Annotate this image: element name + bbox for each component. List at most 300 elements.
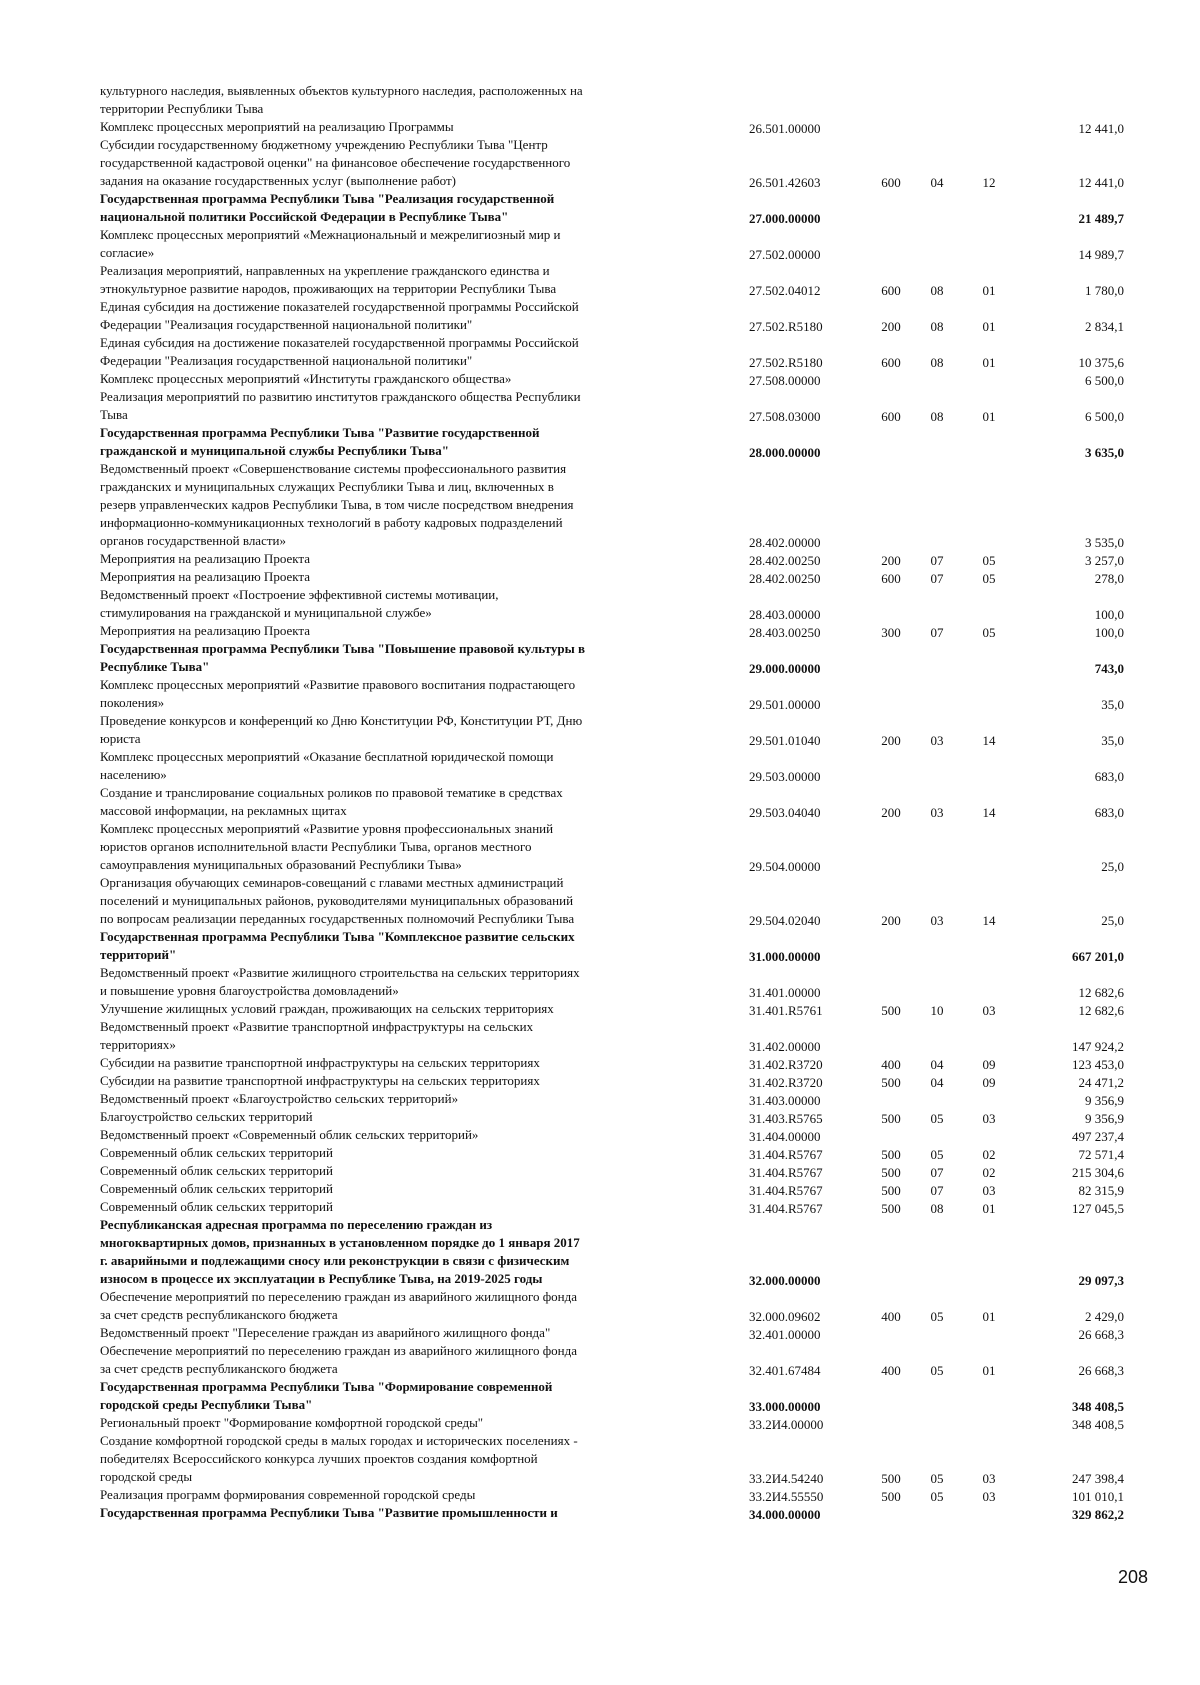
row-name-line: Комплекс процессных мероприятий «Развитие уровня профессиональных знаний xyxy=(100,821,554,836)
table-row xyxy=(0,586,1200,622)
code-cell: 32.401.67484 xyxy=(749,1363,821,1378)
row-name xyxy=(100,874,712,928)
row-name-line: Ведомственный проект «Благоустройство сельских территорий» xyxy=(100,1091,459,1106)
table-row xyxy=(0,226,1200,262)
row-name-line: юристов органов исполнительной власти Республики Тыва, органов местного xyxy=(100,839,532,854)
row-name-line: Комплекс процессных мероприятий на реализацию Программы xyxy=(100,119,454,134)
row-name xyxy=(100,550,712,568)
row-name-line: культурного наследия, выявленных объектов культурного наследия, расположенных на xyxy=(100,83,583,98)
code-cell: 27.508.03000 xyxy=(749,409,821,424)
table-row xyxy=(0,1072,1200,1090)
expense-type-cell: 200 xyxy=(881,553,901,568)
amount-cell: 14 989,7 xyxy=(1078,247,1124,262)
row-name-line: Проведение конкурсов и конференций ко Дню Конституции РФ, Конституции РТ, Дню xyxy=(100,713,583,728)
subsection-cell: 09 xyxy=(982,1075,996,1090)
section-cell: 07 xyxy=(930,625,944,640)
expense-type-cell: 600 xyxy=(881,175,901,190)
row-name-line: Государственная программа Республики Тыва "Формирование современной xyxy=(100,1379,553,1394)
expense-type-cell: 400 xyxy=(881,1309,901,1324)
code-cell: 28.403.00000 xyxy=(749,607,821,622)
row-name-line: самоуправления муниципальных образований Республики Тыва» xyxy=(100,857,462,872)
table-row xyxy=(0,568,1200,586)
row-name xyxy=(100,928,712,964)
amount-cell: 278,0 xyxy=(1094,571,1124,586)
expense-type-cell: 200 xyxy=(881,913,901,928)
row-name xyxy=(100,190,712,226)
code-cell: 27.502.R5180 xyxy=(749,319,823,334)
code-cell: 33.2И4.55550 xyxy=(749,1489,824,1504)
section-cell: 07 xyxy=(930,571,944,586)
expense-type-cell: 200 xyxy=(881,805,901,820)
amount-cell: 127 045,5 xyxy=(1072,1201,1124,1216)
table-row xyxy=(0,1018,1200,1054)
amount-cell: 12 682,6 xyxy=(1078,985,1124,1000)
row-name xyxy=(100,226,712,262)
row-name-line: органов государственной власти» xyxy=(100,533,286,548)
row-name-line: многоквартирных домов, признанных в установленном порядке до 1 января 2017 xyxy=(100,1235,580,1250)
table-row xyxy=(0,1144,1200,1162)
table-row xyxy=(0,1000,1200,1018)
subsection-cell: 03 xyxy=(982,1003,996,1018)
row-name-line: территориях» xyxy=(100,1037,176,1052)
page-number: 208 xyxy=(1118,1567,1149,1587)
row-name-line: Ведомственный проект «Развитие жилищного строительства на сельских территориях xyxy=(100,965,580,980)
code-cell: 34.000.00000 xyxy=(749,1507,821,1522)
row-name xyxy=(100,1018,712,1054)
row-name-line: стимулирования на гражданской и муниципальной службе» xyxy=(100,605,432,620)
row-name-line: Ведомственный проект «Построение эффективной системы мотивации, xyxy=(100,587,499,602)
code-cell: 28.402.00000 xyxy=(749,535,821,550)
row-name xyxy=(100,424,712,460)
row-name-line: Создание комфортной городской среды в малых городах и исторических поселениях - xyxy=(100,1433,578,1448)
row-name-line: Современный облик сельских территорий xyxy=(100,1163,333,1178)
code-cell: 31.402.R3720 xyxy=(749,1057,823,1072)
code-cell: 31.404.00000 xyxy=(749,1129,821,1144)
amount-cell: 3 257,0 xyxy=(1085,553,1124,568)
amount-cell: 101 010,1 xyxy=(1072,1489,1124,1504)
row-name xyxy=(100,1108,712,1126)
table-row xyxy=(0,712,1200,748)
table-row xyxy=(0,298,1200,334)
amount-cell: 26 668,3 xyxy=(1078,1327,1124,1342)
row-name-line: за счет средств республиканского бюджета xyxy=(100,1361,338,1376)
section-cell: 08 xyxy=(930,355,944,370)
code-cell: 31.000.00000 xyxy=(749,949,821,964)
row-name-line: Государственная программа Республики Тыва "Развитие промышленности и xyxy=(100,1505,558,1520)
subsection-cell: 05 xyxy=(982,571,996,586)
row-name xyxy=(100,964,712,1000)
row-name-line: победителях Всероссийского конкурса лучших проектов создания комфортной xyxy=(100,1451,538,1466)
row-name xyxy=(100,1000,712,1018)
row-name xyxy=(100,1054,712,1072)
amount-cell: 26 668,3 xyxy=(1078,1363,1124,1378)
row-name-line: Субсидии на развитие транспортной инфраструктуры на сельских территориях xyxy=(100,1073,540,1088)
section-cell: 08 xyxy=(930,283,944,298)
amount-cell: 2 834,1 xyxy=(1085,319,1124,334)
row-name-line: территорий" xyxy=(100,947,177,962)
table-row xyxy=(0,820,1200,874)
subsection-cell: 14 xyxy=(982,913,996,928)
amount-cell: 6 500,0 xyxy=(1085,373,1124,388)
subsection-cell: 14 xyxy=(982,805,996,820)
program-row xyxy=(0,1378,1200,1414)
subsection-cell: 03 xyxy=(982,1489,996,1504)
table-row xyxy=(0,1414,1200,1432)
section-cell: 05 xyxy=(930,1111,944,1126)
subsection-cell: 01 xyxy=(982,1201,996,1216)
section-cell: 05 xyxy=(930,1489,944,1504)
row-name-line: за счет средств республиканского бюджета xyxy=(100,1307,338,1322)
table-row xyxy=(0,550,1200,568)
row-name xyxy=(100,334,712,370)
row-name xyxy=(100,1126,712,1144)
subsection-cell: 03 xyxy=(982,1111,996,1126)
amount-cell: 683,0 xyxy=(1094,805,1124,820)
section-cell: 07 xyxy=(930,1165,944,1180)
program-row xyxy=(0,424,1200,460)
row-name xyxy=(100,676,712,712)
section-cell: 08 xyxy=(930,319,944,334)
expense-type-cell: 300 xyxy=(881,625,901,640)
row-name-line: Современный облик сельских территорий xyxy=(100,1199,333,1214)
row-name xyxy=(100,784,712,820)
program-row xyxy=(0,190,1200,226)
table-row xyxy=(0,622,1200,640)
code-cell: 32.000.00000 xyxy=(749,1273,821,1288)
row-name xyxy=(100,1288,712,1324)
table-row xyxy=(0,1432,1200,1486)
row-name-line: Ведомственный проект «Совершенствование системы профессионального развития xyxy=(100,461,567,476)
section-cell: 10 xyxy=(930,1003,944,1018)
code-cell: 27.000.00000 xyxy=(749,211,821,226)
expense-type-cell: 600 xyxy=(881,283,901,298)
code-cell: 29.504.02040 xyxy=(749,913,821,928)
code-cell: 31.401.00000 xyxy=(749,985,821,1000)
expense-type-cell: 500 xyxy=(881,1471,901,1486)
code-cell: 27.502.04012 xyxy=(749,283,821,298)
row-name-line: и повышение уровня благоустройства домовладений» xyxy=(100,983,399,998)
program-row xyxy=(0,928,1200,964)
row-name-line: Создание и транслирование социальных роликов по правовой тематике в средствах xyxy=(100,785,563,800)
row-name xyxy=(100,1324,712,1342)
code-cell: 29.000.00000 xyxy=(749,661,821,676)
section-cell: 07 xyxy=(930,1183,944,1198)
row-name-line: Государственная программа Республики Тыва "Реализация государственной xyxy=(100,191,555,206)
row-name-line: городской среды Республики Тыва" xyxy=(100,1397,313,1412)
row-name xyxy=(100,388,712,424)
amount-cell: 1 780,0 xyxy=(1085,283,1124,298)
code-cell: 26.501.00000 xyxy=(749,121,821,136)
row-name xyxy=(100,586,712,622)
table-row xyxy=(0,1090,1200,1108)
row-name xyxy=(100,1432,712,1486)
subsection-cell: 02 xyxy=(982,1147,996,1162)
row-name-line: износом в процессе их эксплуатации в Республике Тыва, на 2019-2025 годы xyxy=(100,1271,543,1286)
expense-type-cell: 500 xyxy=(881,1489,901,1504)
row-name-line: Региональный проект "Формирование комфортной городской среды" xyxy=(100,1415,484,1430)
table-row xyxy=(0,82,1200,118)
code-cell: 31.403.R5765 xyxy=(749,1111,823,1126)
subsection-cell: 09 xyxy=(982,1057,996,1072)
code-cell: 29.503.04040 xyxy=(749,805,821,820)
code-cell: 29.503.00000 xyxy=(749,769,821,784)
row-name xyxy=(100,622,712,640)
section-cell: 08 xyxy=(930,409,944,424)
section-cell: 04 xyxy=(930,175,944,190)
amount-cell: 329 862,2 xyxy=(1072,1507,1124,1522)
row-name-line: Комплекс процессных мероприятий «Оказание бесплатной юридической помощи xyxy=(100,749,554,764)
row-name xyxy=(100,1198,712,1216)
code-cell: 28.403.00250 xyxy=(749,625,821,640)
row-name-line: Комплекс процессных мероприятий «Развитие правового воспитания подрастающего xyxy=(100,677,576,692)
expense-type-cell: 400 xyxy=(881,1363,901,1378)
row-name xyxy=(100,82,712,118)
subsection-cell: 01 xyxy=(982,409,996,424)
code-cell: 31.404.R5767 xyxy=(749,1201,823,1216)
row-name xyxy=(100,820,712,874)
amount-cell: 2 429,0 xyxy=(1085,1309,1124,1324)
table-row xyxy=(0,964,1200,1000)
table-row xyxy=(0,784,1200,820)
code-cell: 33.2И4.54240 xyxy=(749,1471,824,1486)
row-name-line: г. аварийными и подлежащими сносу или реконструкции в связи с физическим xyxy=(100,1253,570,1268)
amount-cell: 12 682,6 xyxy=(1078,1003,1124,1018)
row-name-line: Ведомственный проект «Развитие транспортной инфраструктуры на сельских xyxy=(100,1019,534,1034)
program-row xyxy=(0,640,1200,676)
row-name xyxy=(100,1090,712,1108)
expense-type-cell: 600 xyxy=(881,571,901,586)
expense-type-cell: 500 xyxy=(881,1003,901,1018)
code-cell: 31.404.R5767 xyxy=(749,1147,823,1162)
row-name-line: национальной политики Российской Федерации в Республике Тыва" xyxy=(100,209,509,224)
table-row xyxy=(0,136,1200,190)
expense-type-cell: 500 xyxy=(881,1111,901,1126)
section-cell: 03 xyxy=(930,805,944,820)
amount-cell: 497 237,4 xyxy=(1072,1129,1124,1144)
amount-cell: 29 097,3 xyxy=(1078,1273,1124,1288)
row-name-line: поколения» xyxy=(100,695,165,710)
row-name-line: Ведомственный проект "Переселение граждан из аварийного жилищного фонда" xyxy=(100,1325,551,1340)
subsection-cell: 12 xyxy=(982,175,996,190)
code-cell: 28.000.00000 xyxy=(749,445,821,460)
row-name-line: Комплекс процессных мероприятий «Институты гражданского общества» xyxy=(100,371,512,386)
section-cell: 07 xyxy=(930,553,944,568)
row-name-line: Комплекс процессных мероприятий «Межнациональный и межрелигиозный мир и xyxy=(100,227,561,242)
row-name xyxy=(100,1414,712,1432)
row-name-line: задания на оказание государственных услуг (выполнение работ) xyxy=(100,173,457,188)
row-name-line: Благоустройство сельских территорий xyxy=(100,1109,313,1124)
amount-cell: 3 635,0 xyxy=(1085,445,1124,460)
subsection-cell: 01 xyxy=(982,1363,996,1378)
row-name-line: Современный облик сельских территорий xyxy=(100,1181,333,1196)
code-cell: 33.000.00000 xyxy=(749,1399,821,1414)
row-name xyxy=(100,1486,712,1504)
row-name xyxy=(100,1378,712,1414)
row-name xyxy=(100,712,712,748)
row-name-line: Мероприятия на реализацию Проекта xyxy=(100,623,311,638)
row-name xyxy=(100,568,712,586)
row-name xyxy=(100,1216,712,1288)
row-name-line: Обеспечение мероприятий по переселению граждан из аварийного жилищного фонда xyxy=(100,1289,577,1304)
section-cell: 05 xyxy=(930,1309,944,1324)
section-cell: 03 xyxy=(930,733,944,748)
subsection-cell: 14 xyxy=(982,733,996,748)
code-cell: 29.501.00000 xyxy=(749,697,821,712)
row-name-line: Республиканская адресная программа по переселению граждан из xyxy=(100,1217,493,1232)
expense-type-cell: 500 xyxy=(881,1147,901,1162)
amount-cell: 25,0 xyxy=(1101,913,1124,928)
row-name xyxy=(100,1162,712,1180)
table-row xyxy=(0,1108,1200,1126)
row-name-line: Единая субсидия на достижение показателей государственной программы Российской xyxy=(100,335,579,350)
table-row xyxy=(0,1198,1200,1216)
subsection-cell: 01 xyxy=(982,355,996,370)
row-name-line: Республике Тыва" xyxy=(100,659,210,674)
code-cell: 31.402.00000 xyxy=(749,1039,821,1054)
amount-cell: 9 356,9 xyxy=(1085,1111,1124,1126)
row-name-line: по вопросам реализации переданных государственных полномочий Республики Тыва xyxy=(100,911,575,926)
table-row xyxy=(0,370,1200,388)
amount-cell: 683,0 xyxy=(1094,769,1124,784)
row-name-line: поселений и муниципальных районов, руководителями муниципальных образований xyxy=(100,893,574,908)
code-cell: 26.501.42603 xyxy=(749,175,821,190)
amount-cell: 3 535,0 xyxy=(1085,535,1124,550)
code-cell: 29.504.00000 xyxy=(749,859,821,874)
table-row xyxy=(0,1486,1200,1504)
row-name-line: Субсидии на развитие транспортной инфраструктуры на сельских территориях xyxy=(100,1055,540,1070)
subsection-cell: 05 xyxy=(982,553,996,568)
amount-cell: 215 304,6 xyxy=(1072,1165,1124,1180)
table-row xyxy=(0,1180,1200,1198)
table-row xyxy=(0,262,1200,298)
row-name-line: этнокультурное развитие народов, проживающих на территории Республики Тыва xyxy=(100,281,557,296)
code-cell: 31.402.R3720 xyxy=(749,1075,823,1090)
section-cell: 05 xyxy=(930,1363,944,1378)
subsection-cell: 01 xyxy=(982,283,996,298)
code-cell: 32.000.09602 xyxy=(749,1309,821,1324)
table-row xyxy=(0,1342,1200,1378)
table-row xyxy=(0,1324,1200,1342)
row-name-line: гражданских и муниципальных служащих Республики Тыва и лиц, включенных в xyxy=(100,479,554,494)
row-name-line: Тыва xyxy=(100,407,128,422)
amount-cell: 72 571,4 xyxy=(1078,1147,1124,1162)
row-name-line: согласие» xyxy=(100,245,155,260)
table-row xyxy=(0,1288,1200,1324)
amount-cell: 100,0 xyxy=(1094,625,1124,640)
amount-cell: 348 408,5 xyxy=(1072,1417,1124,1432)
row-name xyxy=(100,136,712,190)
row-name xyxy=(100,640,712,676)
table-row xyxy=(0,748,1200,784)
section-cell: 04 xyxy=(930,1057,944,1072)
expense-type-cell: 500 xyxy=(881,1165,901,1180)
row-name-line: Мероприятия на реализацию Проекта xyxy=(100,551,311,566)
expense-type-cell: 400 xyxy=(881,1057,901,1072)
row-name-line: Ведомственный проект «Современный облик сельских территорий» xyxy=(100,1127,479,1142)
amount-cell: 35,0 xyxy=(1101,697,1124,712)
row-name xyxy=(100,1180,712,1198)
row-name-line: Государственная программа Республики Тыва "Развитие государственной xyxy=(100,425,540,440)
row-name-line: информационно-коммуникационных технологий в работу кадровых подразделений xyxy=(100,515,563,530)
code-cell: 28.402.00250 xyxy=(749,571,821,586)
amount-cell: 100,0 xyxy=(1094,607,1124,622)
code-cell: 28.402.00250 xyxy=(749,553,821,568)
row-name xyxy=(100,262,712,298)
subsection-cell: 01 xyxy=(982,1309,996,1324)
amount-cell: 348 408,5 xyxy=(1072,1399,1124,1414)
row-name-line: Реализация мероприятий, направленных на укрепление гражданского единства и xyxy=(100,263,550,278)
table-row xyxy=(0,1054,1200,1072)
table-row xyxy=(0,1126,1200,1144)
table-row xyxy=(0,676,1200,712)
amount-cell: 10 375,6 xyxy=(1078,355,1124,370)
row-name xyxy=(100,1504,712,1522)
program-row xyxy=(0,1504,1200,1522)
row-name-line: Государственная программа Республики Тыва "Повышение правовой культуры в xyxy=(100,641,586,656)
code-cell: 27.502.00000 xyxy=(749,247,821,262)
row-name xyxy=(100,460,712,550)
row-name-line: Единая субсидия на достижение показателей государственной программы Российской xyxy=(100,299,579,314)
row-name xyxy=(100,370,712,388)
code-cell: 31.404.R5767 xyxy=(749,1165,823,1180)
amount-cell: 743,0 xyxy=(1094,661,1124,676)
table-row xyxy=(0,460,1200,550)
amount-cell: 21 489,7 xyxy=(1078,211,1124,226)
code-cell: 29.501.01040 xyxy=(749,733,821,748)
table-row xyxy=(0,334,1200,370)
code-cell: 31.401.R5761 xyxy=(749,1003,823,1018)
expense-type-cell: 200 xyxy=(881,733,901,748)
expense-type-cell: 200 xyxy=(881,319,901,334)
row-name-line: массовой информации, на рекламных щитах xyxy=(100,803,347,818)
subsection-cell: 01 xyxy=(982,319,996,334)
table-row xyxy=(0,118,1200,136)
section-cell: 05 xyxy=(930,1471,944,1486)
code-cell: 31.403.00000 xyxy=(749,1093,821,1108)
row-name xyxy=(100,748,712,784)
row-name-line: юриста xyxy=(100,731,141,746)
row-name-line: населению» xyxy=(100,767,167,782)
row-name-line: гражданской и муниципальной службы Республики Тыва" xyxy=(100,443,449,458)
code-cell: 27.502.R5180 xyxy=(749,355,823,370)
table-row xyxy=(0,388,1200,424)
row-name-line: резерв управленческих кадров Республики Тыва, в том числе посредством внедрения xyxy=(100,497,574,512)
code-cell: 33.2И4.00000 xyxy=(749,1417,824,1432)
table-row xyxy=(0,874,1200,928)
section-cell: 08 xyxy=(930,1201,944,1216)
amount-cell: 25,0 xyxy=(1101,859,1124,874)
expense-type-cell: 600 xyxy=(881,409,901,424)
amount-cell: 12 441,0 xyxy=(1078,175,1124,190)
row-name-line: Субсидии государственному бюджетному учреждению Республики Тыва "Центр xyxy=(100,137,548,152)
row-name-line: Реализация мероприятий по развитию институтов гражданского общества Республики xyxy=(100,389,581,404)
row-name-line: Государственная программа Республики Тыва "Комплексное развитие сельских xyxy=(100,929,575,944)
row-name-line: Федерации "Реализация государственной национальной политики" xyxy=(100,353,473,368)
expense-type-cell: 500 xyxy=(881,1201,901,1216)
amount-cell: 123 453,0 xyxy=(1072,1057,1124,1072)
row-name xyxy=(100,1072,712,1090)
subsection-cell: 03 xyxy=(982,1183,996,1198)
row-name-line: Федерации "Реализация государственной национальной политики" xyxy=(100,317,473,332)
section-cell: 04 xyxy=(930,1075,944,1090)
section-cell: 05 xyxy=(930,1147,944,1162)
row-name xyxy=(100,118,712,136)
row-name xyxy=(100,1144,712,1162)
code-cell: 27.508.00000 xyxy=(749,373,821,388)
amount-cell: 82 315,9 xyxy=(1078,1183,1124,1198)
row-name-line: Современный облик сельских территорий xyxy=(100,1145,333,1160)
subsection-cell: 03 xyxy=(982,1471,996,1486)
